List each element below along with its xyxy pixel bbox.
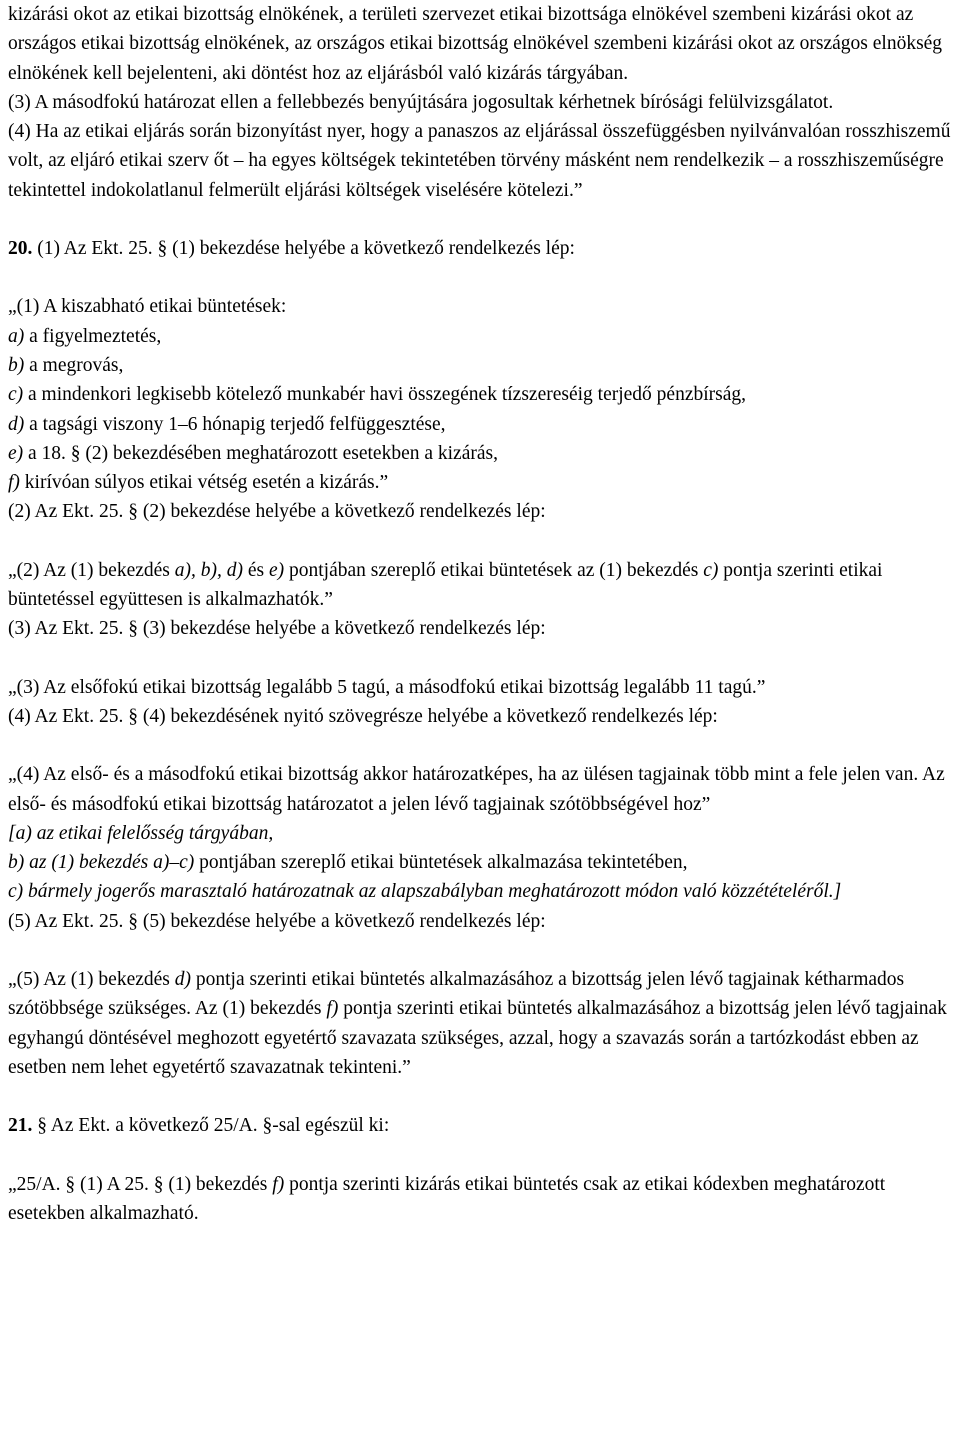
quote-italic: c) bármely jogerős marasztaló határozatnak az alapszabályban meghatározott módon való közzétételéről.]: [8, 881, 842, 903]
amendment-5-intro: (5) Az Ekt. 25. § (5) bekezdése helyébe a következő rendelkezés lép:: [8, 910, 546, 932]
quote-3: „(3) Az elsőfokú etikai bizottság legalább 5 tagú, a másodfokú etikai bizottság legalább 11 tagú.”: [8, 676, 766, 698]
quote-text: „25/A. § (1) A 25. § (1) bekezdés: [8, 1173, 273, 1195]
quote-text: pontjában szereplő etikai büntetések alkalmazása tekintetében,: [194, 852, 688, 874]
section-symbol: §: [157, 238, 168, 260]
list-item-c: [8, 380, 956, 409]
quote-italic: f): [272, 1173, 285, 1195]
section-number: 20.: [8, 238, 33, 260]
item-text: a mindenkori legkisebb kötelező munkabér havi összegének tízszereséig terjedő pénzbírság,: [23, 384, 747, 406]
section-text: Az Ekt. a következő 25/A. §-sal egészül ki:: [47, 1115, 390, 1137]
quote-2: [8, 556, 956, 615]
list-item-e: [8, 439, 956, 468]
quote-6: [8, 1170, 956, 1229]
item-letter: b): [8, 354, 25, 376]
list-item-b: [8, 351, 956, 380]
paragraph-4: (4) Ha az etikai eljárás során bizonyítást nyer, hogy a panaszos az eljárással összefüggésben nyilvánvalóan rosszhiszemű volt, az eljáró etikai szerv őt – ha egyes költségek tekintetében törvény másként nem rendelkezik – a rosszhiszeműségre tekintettel indokolatlanul felmerült eljárási költségek viselésére kötelezi.”: [8, 121, 951, 201]
quote-italic: c): [703, 559, 719, 581]
quote-4-item-b: [8, 848, 956, 877]
quote-1-open: „(1) A kiszabható etikai büntetések:: [8, 296, 287, 318]
item-text: a megrovás,: [24, 354, 124, 376]
quote-italic: d): [174, 969, 191, 991]
quote-italic: e): [268, 559, 285, 581]
quote-italic: b) az (1) bekezdés a)–c): [8, 852, 195, 874]
section-21-heading: [8, 1111, 956, 1140]
amendment-4-intro: (4) Az Ekt. 25. § (4) bekezdésének nyitó szövegrésze helyébe a következő rendelkezés lép:: [8, 705, 718, 727]
item-text: a 18. § (2) bekezdésében meghatározott esetekben a kizárás,: [23, 442, 498, 464]
document-page: [8, 0, 956, 1228]
item-text: kirívóan súlyos etikai vétség esetén a kizárás.”: [19, 472, 389, 494]
amendment-3-intro: (3) Az Ekt. 25. § (3) bekezdése helyébe a következő rendelkezés lép:: [8, 618, 546, 640]
item-letter: d): [8, 413, 25, 435]
quote-text: pontja szerinti etikai büntetés alkalmazásához a bizottság jelen lévő tagjainak kétharmados szótöbbsége szükséges. Az (1) bekezdés: [8, 969, 905, 1020]
quote-text: „(5) Az (1) bekezdés: [8, 969, 175, 991]
quote-italic: [a) az etikai felelősség tárgyában,: [8, 822, 274, 844]
quote-italic: a), b), d): [174, 559, 243, 581]
quote-text: „(2) Az (1) bekezdés: [8, 559, 175, 581]
quote-italic: f): [326, 998, 339, 1020]
quote-text: pontja szerinti etikai büntetés alkalmazásához a bizottság jelen lévő tagjainak egyhangú döntésével meghozott egyetértő szavazata szükséges, azzal, hogy a szavazás során a tartózkodást ebben az esetben nem lehet egyetértő szavazatnak tekinteni.”: [8, 998, 947, 1078]
quote-4: „(4) Az első- és a másodfokú etikai bizottság akkor határozatképes, ha az ülésen tagjainak több mint a fele jelen van. Az első- és másodfokú etikai bizottság határozatot a jelen lévő tagjainak szótöbbségével hoz”: [8, 764, 945, 815]
item-text: a tagsági viszony 1–6 hónapig terjedő felfüggesztése,: [24, 413, 446, 435]
paragraph-continuation: kizárási okot az etikai bizottság elnökének, a területi szervezet etikai bizottsága elnökével szembeni kizárási okot az országos etikai bizottság elnökének, az országos etikai bizottság elnökével szembeni kizárási okot az országos elnökség elnökének kell bejelenteni, aki döntést hoz az eljárásból való kizárás tárgyában.: [8, 4, 943, 84]
item-letter: f): [8, 472, 20, 494]
quote-text: pontja szerinti etikai büntetéssel együttesen is alkalmazhatók.”: [8, 559, 883, 611]
amendment-2-intro: (2) Az Ekt. 25. § (2) bekezdése helyébe a következő rendelkezés lép:: [8, 501, 546, 523]
list-item-a: [8, 322, 956, 351]
section-number: 21.: [8, 1115, 33, 1137]
quote-5: [8, 965, 956, 1082]
item-text: a figyelmeztetés,: [24, 325, 162, 347]
paragraph-3: (3) A másodfokú határozat ellen a fellebbezés benyújtására jogosultak kérhetnek bírósági felülvizsgálatot.: [8, 91, 834, 113]
section-text: (1) bekezdése helyébe a következő rendelkezés lép:: [167, 238, 575, 260]
list-item-f: [8, 468, 956, 497]
item-letter: a): [8, 325, 25, 347]
item-letter: e): [8, 442, 24, 464]
section-20-heading: [8, 234, 956, 263]
quote-text: és: [242, 559, 269, 581]
section-sign: (1) Az Ekt. 25.: [32, 238, 158, 260]
section-symbol: §: [37, 1115, 47, 1137]
list-item-d: [8, 410, 956, 439]
quote-4-item-c: [8, 877, 956, 906]
item-letter: c): [8, 384, 24, 406]
quote-text: pontja szerinti kizárás etikai büntetés csak az etikai kódexben meghatározott esetekben alkalmazható.: [8, 1173, 886, 1224]
quote-text: pontjában szereplő etikai büntetések az (1) bekezdés: [284, 559, 704, 581]
quote-4-item-a: [8, 819, 956, 848]
